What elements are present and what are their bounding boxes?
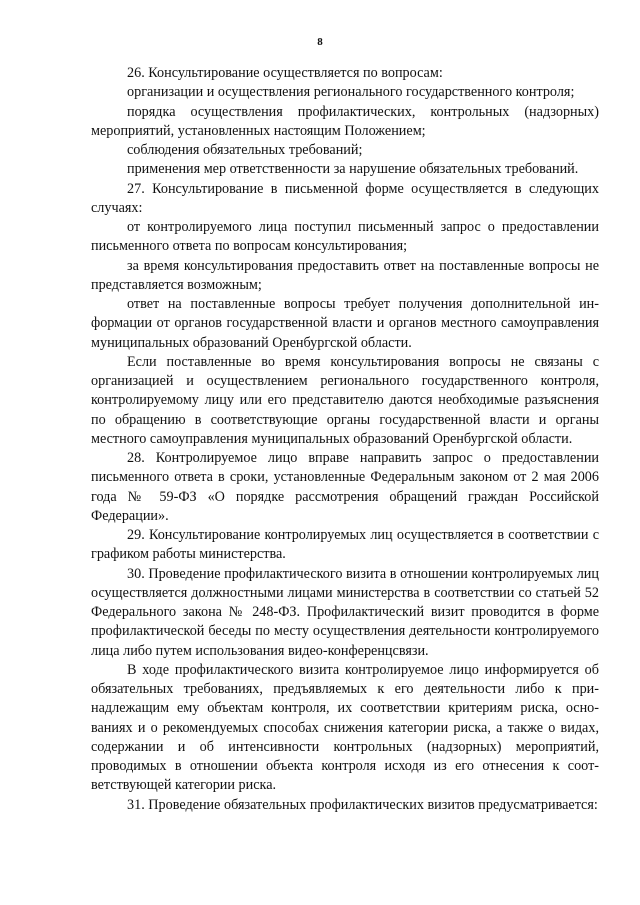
paragraph-27-item-additional-info: ответ на поставленные вопросы требует получения дополнительной информации от органов государственной власти и органов местного самоуправления муниципальных образований Оренбургской области. [91, 296, 599, 351]
paragraph-29: 29. Консультирование контролируемых лиц осуществляется в соответствии с графиком работы министерства. [91, 527, 599, 563]
paragraph-31: 31. Проведение обязательных профилактических визитов предусматривается: [127, 796, 598, 813]
document-body [91, 64, 599, 815]
paragraph-26-item-procedure: порядка осуществления профилактических, контрольных (надзорных) мероприятий, установленных настоящим Положением; [91, 103, 599, 139]
paragraph-26-intro: 26. Консультирование осуществляется по вопросам: [127, 65, 443, 81]
paragraph-26-item-compliance: соблюдения обязательных требований; [127, 142, 363, 158]
paragraph-27-unrelated-questions: Если поставленные во время консультирования вопросы не связаны с организацией и осуществлением регионального государственного контроля, контролируемому лицу или его представителю даются необходимые разъяснения по обращению в соответствующие органы государственной власти и органы местного самоуправления муниципальных образований Оренбургской области. [91, 353, 599, 447]
page-number: 8 [317, 36, 323, 48]
paragraph-26-item-liability: применения мер ответственности за нарушение обязательных требований. [127, 161, 579, 178]
paragraph-27-item-written-request: от контролируемого лица поступил письменный запрос о предоставлении письменного ответа по вопросам консультирования; [91, 219, 599, 255]
paragraph-28: 28. Контролируемое лицо вправе направить запрос о предоставлении письменного ответа в сроки, установленные Федеральным законом от 2 мая 2006 года № 59-ФЗ «О порядке рассмотрения обращений граждан Российской Федерации». [91, 450, 599, 524]
paragraph-30: 30. Проведение профилактического визита в отношении контролируемых лиц осуществляется должностными лицами министерства в соответствии со статьей 52 Федерального закона № 248-ФЗ. Профилактический визит проводится в форме профилактической беседы по месту осуществления деятельности контролируемого лица либо путем использования видео-конференцсвязи. [91, 565, 599, 659]
paragraph-26-item-organization: организации и осуществления регионального государственного контроля; [127, 84, 575, 101]
paragraph-27-item-no-time: за время консультирования предоставить ответ на поставленные вопросы не представляется возможным; [91, 257, 599, 293]
paragraph-30-visit-details: В ходе профилактического визита контролируемое лицо информируется об обязательных требованиях, предъявляемых к его деятельности либо к принадлежащим ему объектам контроля, их соответствии критериям риска, основаниях и о рекомендуемых способах снижения категории риска, а также о видах, содержании и об интенсивности контрольных (надзорных) мероприятий, проводимых в отношении объекта контроля исходя из его отнесения к соответствующей категории риска. [91, 661, 599, 794]
paragraph-27-intro: 27. Консультирование в письменной форме осуществляется в следующих случаях: [91, 180, 599, 216]
